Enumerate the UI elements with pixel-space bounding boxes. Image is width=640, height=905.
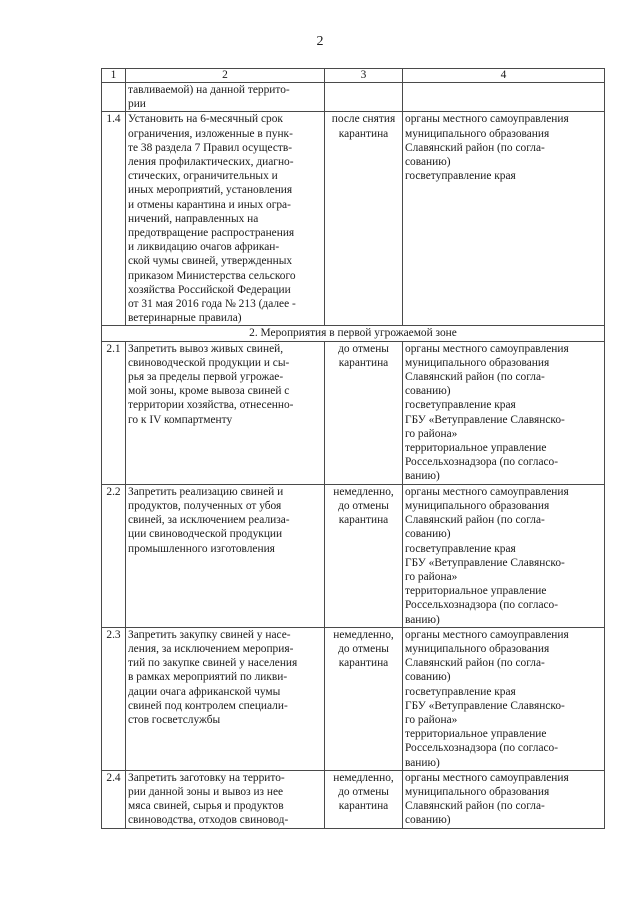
section-title-row	[102, 326, 605, 341]
row-measure-line: Запретить закупку свиней у насе-	[128, 628, 291, 641]
row-term-line: после снятия	[331, 113, 396, 126]
row-measure-line: промышленного изготовления	[128, 542, 275, 555]
row-responsible-line: органы местного самоуправления	[405, 771, 569, 784]
row-responsible-line: Россельхознадзора (по согласо-	[405, 599, 559, 612]
row-measure	[126, 770, 325, 828]
row-measure-line: предотвращение распространения	[128, 227, 295, 240]
row-responsible-line: Славянский район (по согла-	[405, 514, 545, 527]
row-measure-line: территории хозяйства, отнесенно-	[128, 399, 294, 412]
row-responsible-line: го района»	[405, 713, 458, 726]
row-responsible	[403, 770, 605, 828]
row-responsible-line: Славянский район (по согла-	[405, 371, 545, 384]
row-number	[102, 83, 126, 112]
row-responsible-line: Славянский район (по согла-	[405, 657, 545, 670]
row-measure-line: приказом Министерства сельского	[128, 269, 296, 282]
row-responsible-line: го района»	[405, 570, 458, 583]
row-measure-line: в рамках мероприятий по ликви-	[128, 671, 288, 684]
row-responsible-line: ГБУ «Ветуправление Славянско-	[405, 413, 565, 426]
section-title: 2. Мероприятия в первой угрожаемой зоне	[102, 326, 605, 341]
row-measure-line: Запретить вывоз живых свиней,	[128, 342, 284, 355]
row-number: 2.1	[102, 341, 126, 484]
row-responsible	[403, 341, 605, 484]
row-term	[325, 341, 403, 484]
row-responsible-line: Славянский район (по согла-	[405, 141, 545, 154]
header-col-4: 4	[403, 69, 605, 83]
table-row	[102, 484, 605, 627]
row-measure-line: тий по закупке свиней у населения	[128, 657, 298, 670]
row-responsible-line: муниципального образования	[405, 642, 550, 655]
row-measure-line: ской чумы свиней, утвержденных	[128, 255, 293, 268]
row-term-line: до отмены	[338, 785, 389, 798]
row-measure-line: и ликвидацию очагов африкан-	[128, 241, 280, 254]
row-responsible-line: территориальное управление	[405, 585, 547, 598]
row-term	[325, 484, 403, 627]
row-responsible-line: госветуправление края	[405, 685, 516, 698]
row-term	[325, 627, 403, 770]
row-measure-line: и отмены карантина и иных огра-	[128, 198, 291, 211]
row-responsible-line: муниципального образования	[405, 356, 550, 369]
row-measure-line: хозяйства Российской Федерации	[128, 283, 291, 296]
row-measure-line: свиноводства, отходов свиновод-	[128, 814, 289, 827]
row-responsible-line: территориальное управление	[405, 728, 547, 741]
row-measure-line: рии данной зоны и вывоз из нее	[128, 785, 284, 798]
row-measure-line: продуктов, полученных от убоя	[128, 499, 282, 512]
row-responsible-line: госветуправление края	[405, 170, 516, 183]
row-term	[325, 83, 403, 112]
table-header-row	[102, 69, 605, 83]
row-responsible-line: го района»	[405, 427, 458, 440]
row-responsible-line: госветуправление края	[405, 399, 516, 412]
row-responsible-line: госветуправление края	[405, 542, 516, 555]
row-responsible	[403, 112, 605, 326]
table-body-section-2	[102, 341, 605, 828]
row-number: 1.4	[102, 112, 126, 326]
row-responsible-line: ГБУ «Ветуправление Славянско-	[405, 699, 565, 712]
row-measure-line: Запретить заготовку на террито-	[128, 771, 285, 784]
row-measure	[126, 112, 325, 326]
row-responsible-line: ванию)	[405, 756, 440, 769]
row-responsible	[403, 627, 605, 770]
table-row	[102, 627, 605, 770]
row-responsible-line: ванию)	[405, 470, 440, 483]
row-measure-line: свиней, за исключением реализа-	[128, 514, 290, 527]
row-measure-line: ветеринарные правила)	[128, 312, 242, 325]
row-term-line: карантина	[338, 127, 389, 140]
row-measure-line: ления профилактических, диагно-	[128, 156, 294, 169]
row-measure-line: рья за пределы первой угрожае-	[128, 371, 284, 384]
row-measure	[126, 341, 325, 484]
row-measure-line: те 38 раздела 7 Правил осуществ-	[128, 141, 293, 154]
row-responsible-line: сованию)	[405, 528, 451, 541]
row-responsible-line: органы местного самоуправления	[405, 113, 569, 126]
row-term-line: до отмены	[338, 499, 389, 512]
row-term-line: карантина	[338, 514, 389, 527]
row-responsible-line: муниципального образования	[405, 785, 550, 798]
row-number: 2.2	[102, 484, 126, 627]
row-responsible-line: Россельхознадзора (по согласо-	[405, 456, 559, 469]
table-row	[102, 770, 605, 828]
row-measure-line: Запретить реализацию свиней и	[128, 485, 284, 498]
row-responsible-line: Россельхознадзора (по согласо-	[405, 742, 559, 755]
row-responsible	[403, 484, 605, 627]
row-responsible-line: ванию)	[405, 613, 440, 626]
row-measure-line: ограничения, изложенные в пунк-	[128, 127, 293, 140]
row-measure-line: иных мероприятий, установления	[128, 184, 293, 197]
row-measure-line: свиней под контролем специали-	[128, 699, 288, 712]
page-number: 2	[316, 34, 324, 49]
row-responsible-line: органы местного самоуправления	[405, 628, 569, 641]
row-measure-line: от 31 мая 2016 года № 213 (далее -	[128, 298, 296, 311]
row-term-line: карантина	[338, 800, 389, 813]
row-responsible-line: органы местного самоуправления	[405, 485, 569, 498]
row-measure-line: Установить на 6-месячный срок	[128, 113, 283, 126]
row-measure-line: стических, ограничительных и	[128, 170, 278, 183]
row-measure-line: ции свиноводческой продукции	[128, 528, 283, 541]
row-measure	[126, 484, 325, 627]
row-term-line: немедленно,	[333, 628, 394, 641]
row-measure-line: ления, за исключением мероприя-	[128, 642, 294, 655]
row-responsible-line: сованию)	[405, 671, 451, 684]
header-col-1: 1	[102, 69, 126, 83]
row-measure-line: тавливаемой) на данной террито-	[128, 84, 290, 96]
row-measure-line: свиноводческой продукции и сы-	[128, 356, 290, 369]
row-responsible-line: муниципального образования	[405, 499, 550, 512]
row-responsible-line: ГБУ «Ветуправление Славянско-	[405, 556, 565, 569]
row-term-line: немедленно,	[333, 485, 394, 498]
row-number: 2.3	[102, 627, 126, 770]
row-term-line: до отмены	[338, 342, 389, 355]
row-term	[325, 770, 403, 828]
row-term-line: до отмены	[338, 642, 389, 655]
row-number: 2.4	[102, 770, 126, 828]
row-term-line: немедленно,	[333, 771, 394, 784]
table-row	[102, 341, 605, 484]
table-row	[102, 112, 605, 326]
row-responsible-line: территориальное управление	[405, 442, 547, 455]
row-responsible-line: сованию)	[405, 385, 451, 398]
row-measure-line: го к IV компартменту	[128, 413, 233, 426]
row-responsible-line: органы местного самоуправления	[405, 342, 569, 355]
table-row	[102, 83, 605, 112]
header-col-2: 2	[126, 69, 325, 83]
row-measure-line: мой зоны, кроме вывоза свиней с	[128, 385, 290, 398]
row-measure-line: рии	[128, 98, 146, 111]
row-measure	[126, 83, 325, 112]
row-measure-line: ничений, направленных на	[128, 212, 259, 225]
row-measure-line: дации очага африканской чумы	[128, 685, 281, 698]
row-term	[325, 112, 403, 326]
row-responsible-line: Славянский район (по согла-	[405, 800, 545, 813]
row-measure	[126, 627, 325, 770]
row-responsible-line: муниципального образования	[405, 127, 550, 140]
measures-table	[101, 68, 605, 829]
row-responsible	[403, 83, 605, 112]
table-body-section-1	[102, 83, 605, 326]
row-responsible-line: сованию)	[405, 814, 451, 827]
row-term-line: карантина	[338, 356, 389, 369]
header-col-3: 3	[325, 69, 403, 83]
row-term-line: карантина	[338, 657, 389, 670]
row-measure-line: стов госветслужбы	[128, 713, 221, 726]
row-responsible-line: сованию)	[405, 156, 451, 169]
row-measure-line: мяса свиней, сырья и продуктов	[128, 800, 284, 813]
